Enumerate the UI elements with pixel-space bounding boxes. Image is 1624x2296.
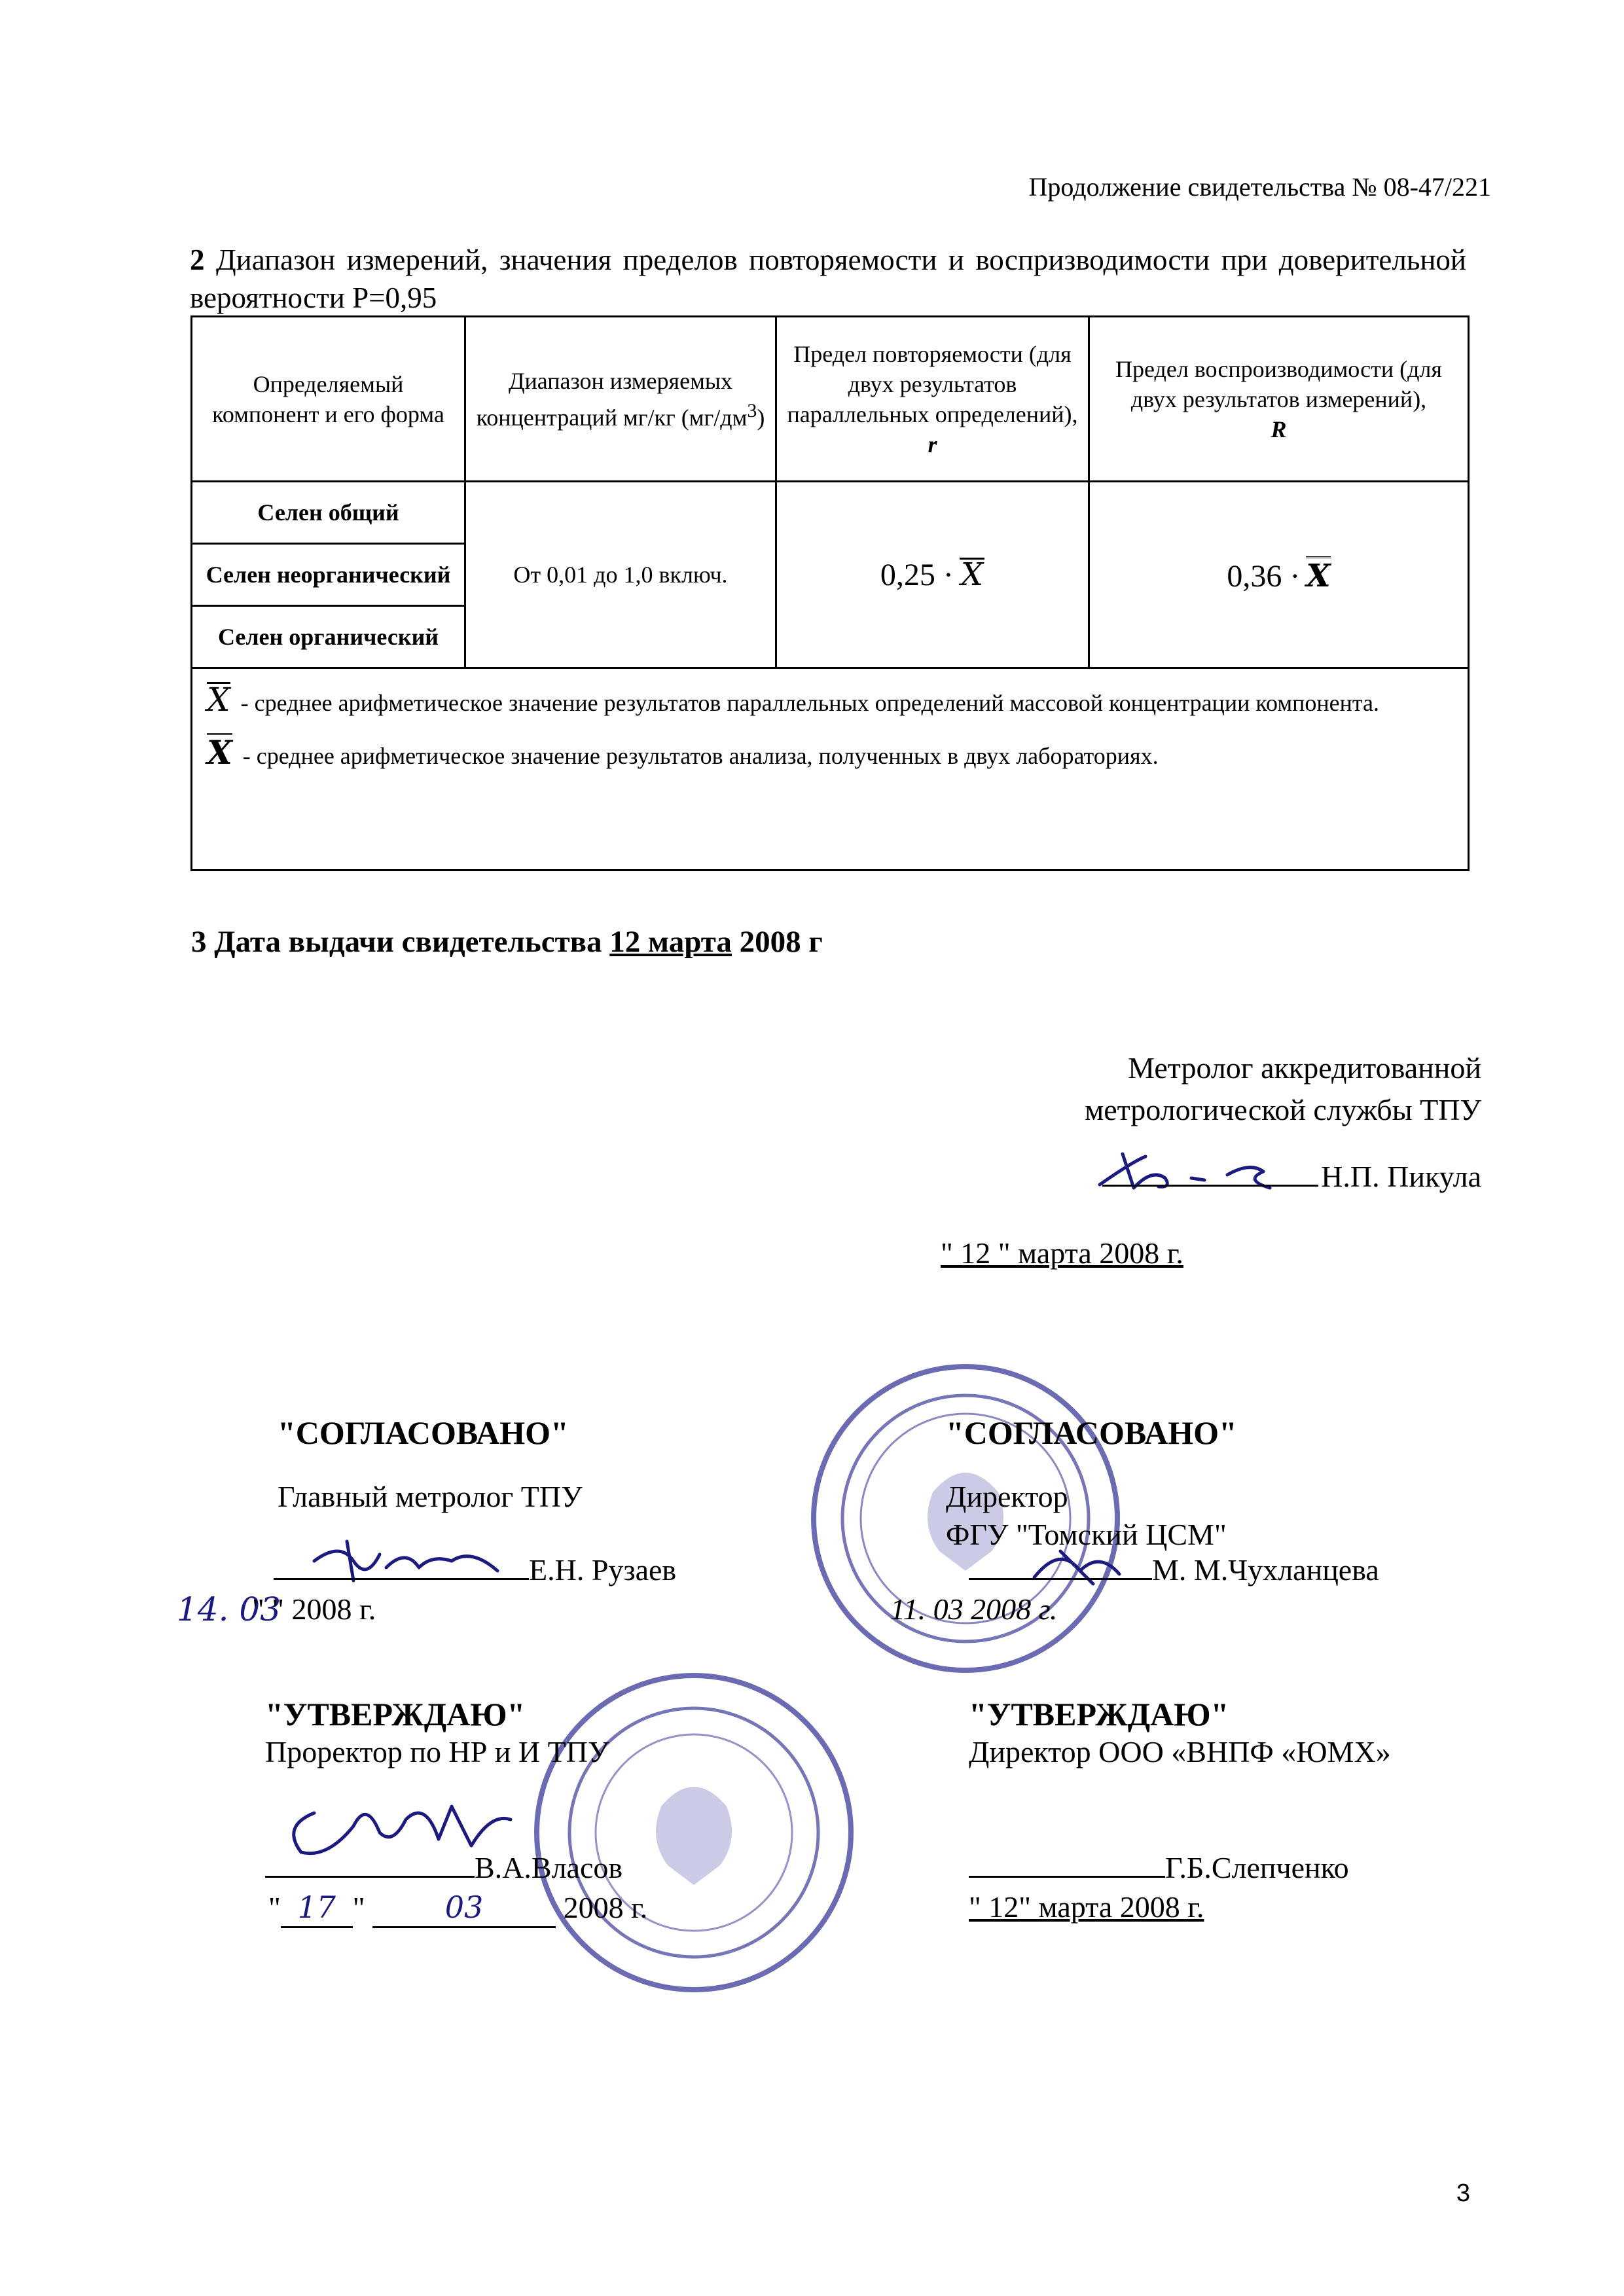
issue-date-underlined: 12 марта	[609, 925, 732, 959]
issue-year: 2008 г	[739, 925, 823, 959]
footnote-1-text: - среднее арифметическое значение результатов параллельных определений массовой концентрации компонента.	[240, 690, 1380, 716]
agreed-right-signature-line	[969, 1551, 1379, 1589]
agreed-left-name: Е.Н. Рузаев	[529, 1553, 677, 1587]
approve-right-block	[969, 1695, 1391, 1771]
approve-right-signature-line	[969, 1849, 1349, 1887]
agreed-left-date: " " 2008 г.	[252, 1592, 376, 1626]
metrologist-line-2: метрологической службы ТПУ	[1085, 1093, 1481, 1126]
header-range	[465, 317, 776, 482]
section-3-issue-date	[191, 924, 823, 960]
approve-left-year: 2008 г.	[563, 1891, 648, 1924]
approve-right-title: "УТВЕРЖДАЮ"	[969, 1696, 1229, 1732]
approve-right-position: Директор ООО «ВНПФ «ЮМХ»	[969, 1735, 1391, 1768]
agreed-right-org: ФГУ "Томский ЦСМ"	[946, 1518, 1227, 1551]
metrologist-date: " 12 " марта 2008 г.	[941, 1236, 1183, 1270]
approve-left-block	[265, 1695, 609, 1771]
approve-left-underline	[265, 1850, 475, 1878]
row-selenium-inorganic: Селен неорганический	[192, 544, 465, 606]
approve-left-signature-line	[265, 1849, 623, 1887]
agreed-left-signature-line	[274, 1551, 676, 1589]
continuation-header: Продолжение свидетельства № 08-47/221	[1028, 172, 1491, 202]
repeatability-formula	[776, 482, 1089, 668]
section-3-label: 3 Дата выдачи свидетельства	[191, 925, 602, 959]
header-repeat-symbol: r	[928, 431, 937, 457]
x-bar-symbol: X	[960, 556, 984, 593]
agreed-right-name: М. М.Чухланцева	[1152, 1553, 1379, 1587]
agreed-right-underline	[969, 1552, 1152, 1580]
approve-right-date: " 12" марта 2008 г.	[969, 1890, 1204, 1924]
agreed-left-title: "СОГЛАСОВАНО"	[278, 1414, 569, 1451]
approve-left-date: " 17 " 03 2008 г.	[268, 1888, 647, 1928]
approve-left-position: Проректор по НР и И ТПУ	[265, 1735, 609, 1768]
agreed-left-handwritten-date: 14. 03	[177, 1590, 281, 1628]
approve-left-month: 03	[372, 1888, 556, 1928]
header-range-text: Диапазон измеряемых концентраций мг/кг (мг/дм	[476, 367, 748, 431]
section-2-text: Диапазон измерений, значения пределов повторяемости и воспризводимости при доверительной вероятности P=0,95	[190, 243, 1467, 314]
approve-left-name: В.А.Власов	[475, 1851, 623, 1884]
table-header-row	[192, 317, 1469, 482]
table-footnote-row	[192, 668, 1469, 870]
agreed-right-position: Директор	[946, 1480, 1068, 1513]
header-component: Определяемый компонент и его форма	[192, 317, 465, 482]
footnote-x-double-bar	[207, 733, 1454, 772]
header-reprod-symbol: R	[1271, 416, 1287, 442]
row-selenium-total: Селен общий	[192, 482, 465, 544]
range-value: От 0,01 до 1,0 включ.	[465, 482, 776, 668]
x-double-bar-symbol: X	[1306, 557, 1331, 594]
footnote-x-bar	[207, 682, 1454, 719]
approve-right-underline	[969, 1850, 1165, 1878]
approve-left-title: "УТВЕРЖДАЮ"	[265, 1696, 526, 1732]
header-range-close: )	[757, 404, 765, 431]
section-2-number: 2	[190, 243, 205, 276]
agreed-left-block	[278, 1414, 583, 1516]
agreed-right-title: "СОГЛАСОВАНО"	[946, 1414, 1237, 1451]
agreed-right-date: 11. 03 2008 г.	[890, 1592, 1058, 1626]
header-range-sup: 3	[747, 399, 757, 422]
metrologist-line-1: Метролог аккредитованной	[1128, 1051, 1481, 1085]
table-row	[192, 482, 1469, 544]
metrologist-signature-line	[1102, 1158, 1481, 1194]
footnote-symbol-x-bar: X	[207, 681, 230, 719]
approve-right-name: Г.Б.Слепченко	[1165, 1851, 1349, 1884]
metrologist-name: Н.П. Пикула	[1321, 1160, 1481, 1193]
measurement-table	[190, 315, 1470, 871]
approve-left-day: 17	[281, 1888, 353, 1928]
agreed-left-underline	[274, 1552, 529, 1580]
reprod-coefficient: 0,36 ·	[1227, 558, 1301, 594]
row-selenium-organic: Селен органический	[192, 606, 465, 668]
repeat-coefficient: 0,25 ·	[880, 557, 954, 592]
header-reprod-text: Предел воспроизводимости (для двух результатов измерений),	[1115, 355, 1442, 412]
signature-underline	[1102, 1158, 1318, 1187]
header-reproducibility	[1089, 317, 1469, 482]
agreed-left-position: Главный метролог ТПУ	[278, 1480, 583, 1513]
header-repeatability	[776, 317, 1089, 482]
footnote-2-text: - среднее арифметическое значение результатов анализа, полученных в двух лабораториях.	[242, 743, 1159, 769]
footnote-symbol-x-double-bar: X	[207, 733, 232, 772]
reproducibility-formula	[1089, 482, 1469, 668]
agreed-right-block	[946, 1414, 1237, 1554]
table-footnotes	[192, 668, 1469, 870]
section-2-title	[190, 241, 1466, 317]
header-repeat-text: Предел повторяемости (для двух результатов параллельных определений),	[787, 340, 1078, 427]
page-number: 3	[1456, 2179, 1470, 2207]
metrologist-block	[1085, 1047, 1481, 1131]
